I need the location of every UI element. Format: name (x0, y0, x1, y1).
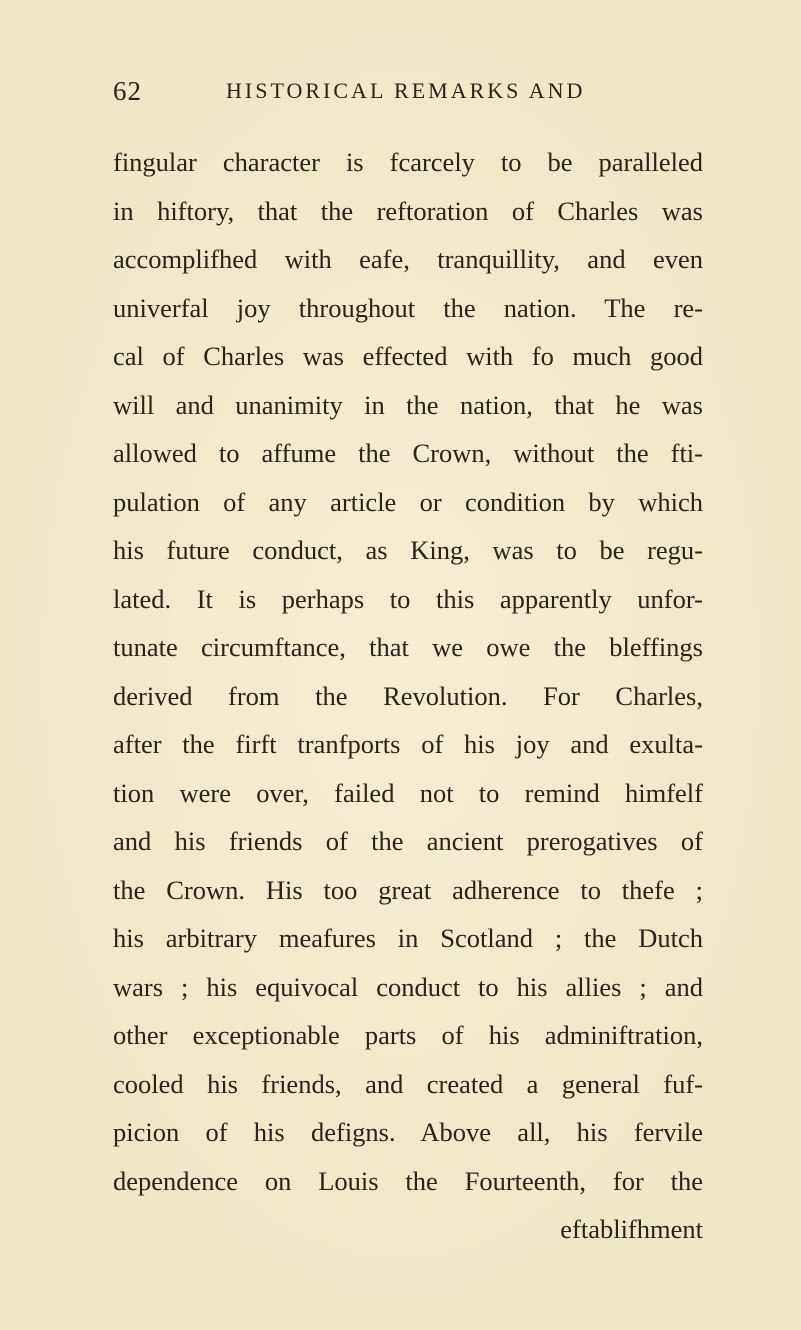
text-line: his future conduct, as King, was to be regu- (113, 535, 703, 565)
body-text (113, 147, 703, 1263)
text-line: wars ; his equivocal conduct to his allies ; and (113, 971, 703, 1002)
text-line: the Crown. His too great adherence to thefe ; (113, 874, 703, 905)
text-line: cooled his friends, and created a general fuf- (113, 1068, 703, 1099)
text-line: tion were over, failed not to remind himfelf (113, 777, 703, 808)
text-line: cal of Charles was effected with fo much good (113, 341, 703, 371)
text-line: his arbitrary meafures in Scotland ; the Dutch (113, 923, 703, 953)
text-line: lated. It is perhaps to this apparently unfor- (113, 583, 703, 614)
text-line: other exceptionable parts of his adminiftration, (113, 1020, 703, 1050)
running-head (113, 76, 693, 116)
text-line: will and unanimity in the nation, that he was (113, 389, 703, 420)
text-line: accomplifhed with eafe, tranquillity, and even (113, 244, 703, 274)
running-title: HISTORICAL REMARKS AND (226, 78, 586, 103)
text-line: and his friends of the ancient prerogatives of (113, 826, 703, 856)
text-line: dependence on Louis the Fourteenth, for the (113, 1165, 703, 1196)
text-line: picion of his defigns. Above all, his fervile (113, 1117, 703, 1147)
text-line: in hiftory, that the reftoration of Charles was (113, 195, 703, 226)
catchword: eftablifhment (560, 1214, 703, 1244)
text-line: allowed to affume the Crown, without the fti- (113, 438, 703, 468)
text-line: tunate circumftance, that we owe the bleffings (113, 632, 703, 662)
page-number: 62 (113, 76, 142, 106)
text-line: fingular character is fcarcely to be paralleled (113, 147, 703, 177)
text-line: univerfal joy throughout the nation. The re- (113, 292, 703, 323)
text-line: pulation of any article or condition by which (113, 486, 703, 517)
text-line: after the firft tranfports of his joy and exulta- (113, 729, 703, 759)
text-line: derived from the Revolution. For Charles, (113, 680, 703, 711)
